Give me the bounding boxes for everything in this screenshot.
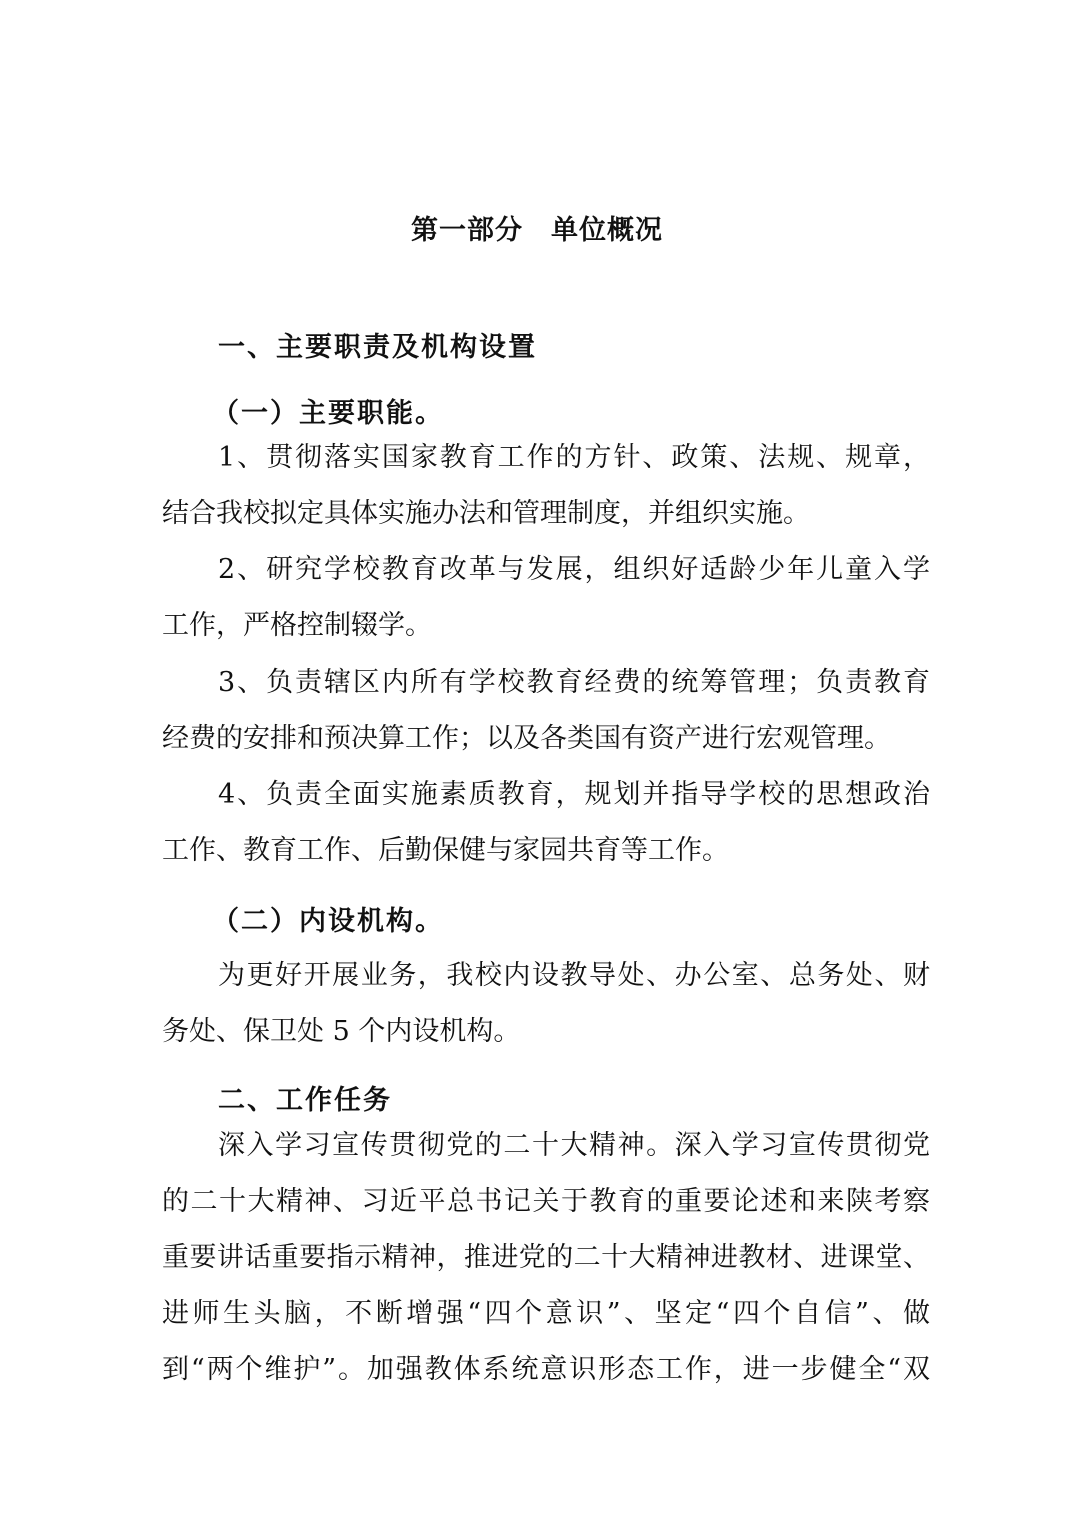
duty-item-4 xyxy=(162,767,930,879)
paragraph-line: 为更好开展业务，我校内设教导处、办公室、总务处、财 xyxy=(218,960,930,991)
duty-item-2 xyxy=(162,542,930,654)
duty-item-1 xyxy=(162,430,930,542)
paragraph-line: 进师生头脑，不断增强“四个意识”、坚定“四个自信”、做 xyxy=(162,1298,930,1329)
paragraph-line: 1、贯彻落实国家教育工作的方针、政策、法规、规章， xyxy=(218,442,930,473)
internal-institutions-paragraph xyxy=(162,948,930,1060)
paragraph-line: 到“两个维护”。加强教体系统意识形态工作，进一步健全“双 xyxy=(162,1354,930,1385)
paragraph-line: 工作、教育工作、后勤保健与家园共育等工作。 xyxy=(162,835,729,866)
sub2-heading: （二）内设机构。 xyxy=(212,906,444,937)
paragraph-line: 重要讲话重要指示精神，推进党的二十大精神进教材、进课堂、 xyxy=(162,1242,930,1273)
section2-heading: 二、工作任务 xyxy=(218,1085,392,1116)
duty-item-3 xyxy=(162,655,930,767)
paragraph-line: 结合我校拟定具体实施办法和管理制度，并组织实施。 xyxy=(162,498,810,529)
paragraph-line: 深入学习宣传贯彻党的二十大精神。深入学习宣传贯彻党 xyxy=(218,1130,930,1161)
paragraph-line: 3、负责辖区内所有学校教育经费的统筹管理；负责教育 xyxy=(218,667,930,698)
paragraph-line: 4、负责全面实施素质教育，规划并指导学校的思想政治 xyxy=(218,779,930,810)
section1-heading: 一、主要职责及机构设置 xyxy=(218,332,537,363)
sub1-heading: （一）主要职能。 xyxy=(212,398,444,429)
paragraph-line: 的二十大精神、习近平总书记关于教育的重要论述和来陕考察 xyxy=(162,1186,930,1217)
paragraph-line: 经费的安排和预决算工作；以及各类国有资产进行宏观管理。 xyxy=(162,723,891,754)
paragraph-line: 务处、保卫处 5 个内设机构。 xyxy=(162,1016,521,1047)
page-title: 第一部分 单位概况 xyxy=(411,215,663,246)
paragraph-line: 2、研究学校教育改革与发展，组织好适龄少年儿童入学 xyxy=(218,554,930,585)
paragraph-line: 工作，严格控制辍学。 xyxy=(162,610,432,641)
work-tasks-paragraph xyxy=(162,1118,930,1398)
